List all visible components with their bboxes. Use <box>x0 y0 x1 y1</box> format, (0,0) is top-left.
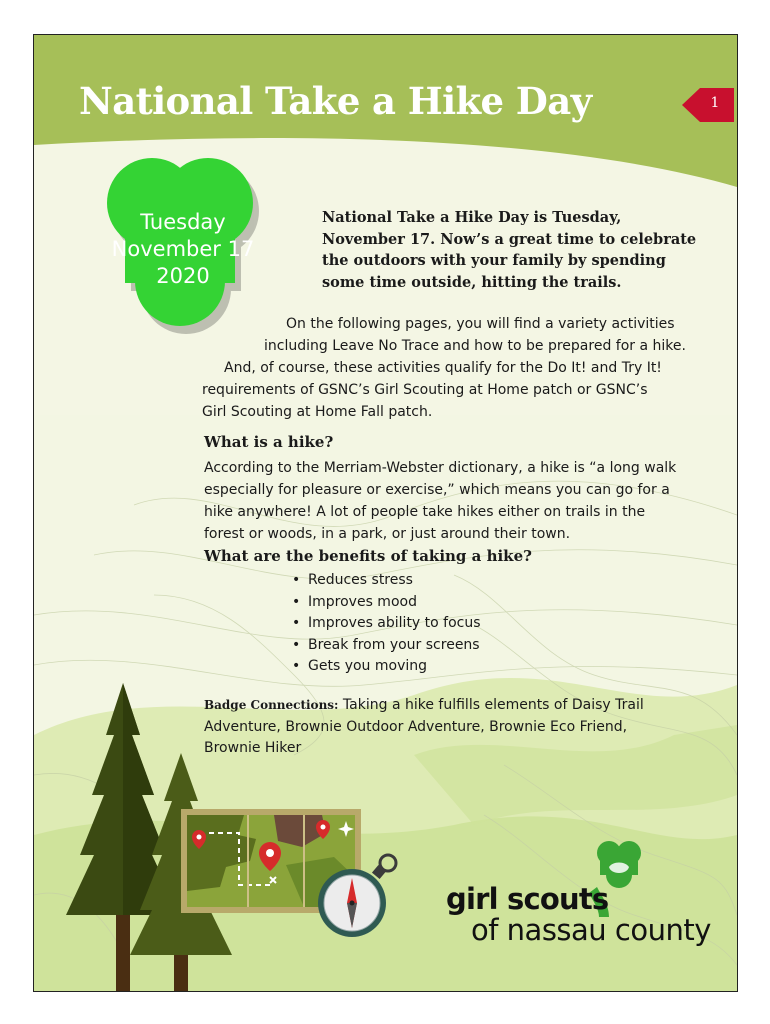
intro-line: requirements of GSNC’s Girl Scouting at Home patch or GSNC’s <box>202 382 648 398</box>
intro-line: including Leave No Trace and how to be prepared for a hike. <box>264 338 686 354</box>
section-heading-benefits: What are the benefits of taking a hike? <box>204 547 532 565</box>
logo-council-name: of nassau county <box>471 913 711 947</box>
intro-line: And, of course, these activities qualify for the Do It! and Try It! <box>224 360 662 376</box>
intro-line: On the following pages, you will find a variety activities <box>286 316 675 332</box>
badge-connections-text: Taking a hike fulfills elements of Daisy Trail <box>338 697 644 713</box>
list-item: • Break from your screens <box>292 635 481 657</box>
date-weekday: Tuesday <box>140 210 226 234</box>
page-title: National Take a Hike Day <box>79 79 592 123</box>
date-year: 2020 <box>156 264 210 288</box>
badge-connections-text: Adventure, Brownie Outdoor Adventure, Brownie Eco Friend, <box>204 718 628 735</box>
hiking-illustration <box>34 35 737 991</box>
document-page <box>33 34 738 992</box>
badge-connections-label: Badge Connections: <box>204 698 339 712</box>
girl-scouts-logo <box>446 882 711 947</box>
paragraph-line: hike anywhere! A lot of people take hikes either on trails in the <box>204 504 646 520</box>
intro-line: Girl Scouting at Home Fall patch. <box>202 404 433 420</box>
logo-wordmark: girl scouts <box>446 882 609 916</box>
intro-bold-text: National Take a Hike Day is Tuesday, November 17. Now’s a great time to celebrate the outdoors with your family by spending some time outside, hitting the trails. <box>322 209 697 291</box>
paragraph-line: According to the Merriam-Webster dictionary, a hike is “a long walk <box>204 460 677 476</box>
list-item: • Gets you moving <box>292 656 481 678</box>
list-item: • Improves mood <box>292 592 481 614</box>
page-number: 1 <box>710 95 720 111</box>
list-item: • Improves ability to focus <box>292 613 481 635</box>
section-heading-what-is-hike: What is a hike? <box>204 433 334 451</box>
paragraph-line: forest or woods, in a park, or just around their town. <box>204 526 571 542</box>
date-month-day: November 17 <box>111 237 255 261</box>
paragraph-line: especially for pleasure or exercise,” which means you can go for a <box>204 482 670 498</box>
list-item: • Reduces stress <box>292 570 481 592</box>
badge-connections-text: Brownie Hiker <box>204 740 302 756</box>
